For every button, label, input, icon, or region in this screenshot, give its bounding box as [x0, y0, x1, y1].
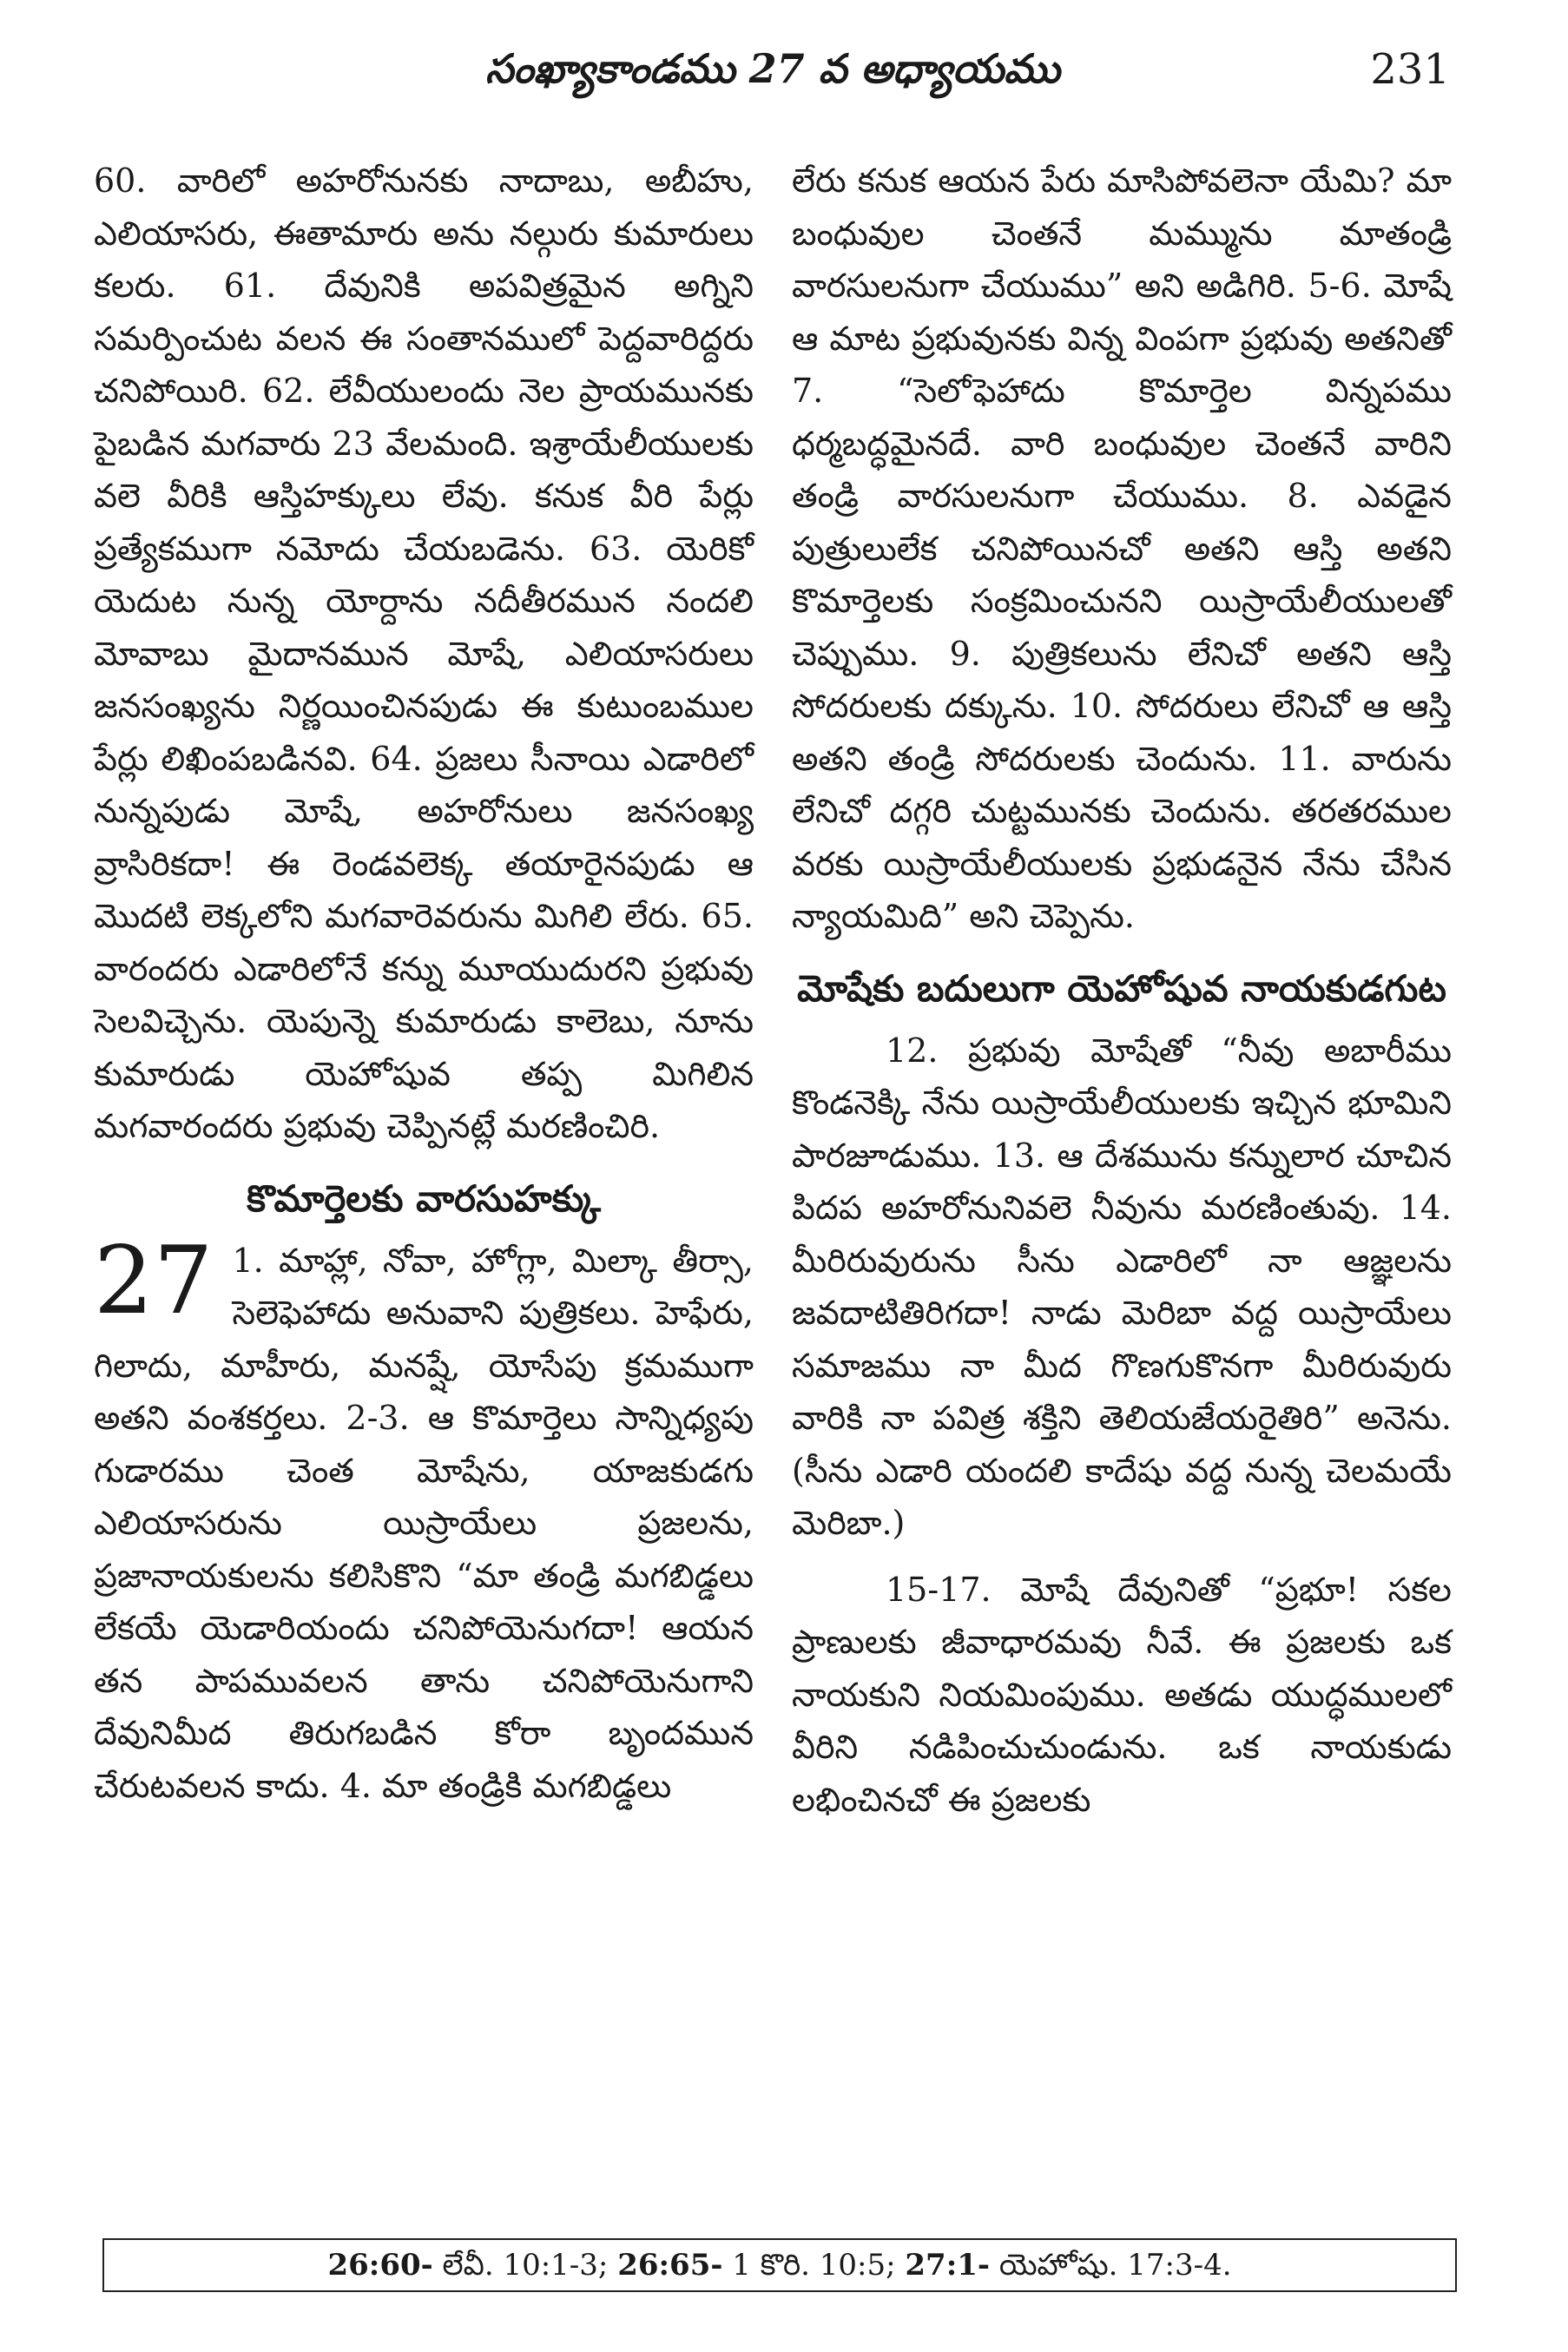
section-heading: మోషేకు బదులుగా యెహోషువ నాయకుడగుట [797, 966, 1446, 1010]
chapter-paragraph [94, 1226, 754, 1813]
footnote-text: 1 కొరి. 10:5; [722, 2248, 906, 2283]
left-column [94, 155, 754, 1812]
paragraph: 15-17. మోషే దేవునితో “ప్రభూ! సకల ప్రాణులకు జీవాధారమవు నీవే. ఈ ప్రజలకు ఒక నాయకుని నియమింపుము. అతడు యుద్ధములలో వీరిని నడిపించుచుండును. ఒక నాయకుడు లభించినచో ఈ ప్రజలకు [792, 1570, 1452, 1819]
page-header [96, 45, 1450, 106]
paragraph: 60. వారిలో అహరోనునకు నాదాబు, అబీహు, ఎలియాసరు, ఈతామారు అను నల్గురు కుమారులు కలరు. 61. దేవునికి అపవిత్రమైన అగ్నిని సమర్పించుట వలన ఈ సంతానములో పెద్దవారిద్దరు చనిపోయిరి. 62. లేవీయులందు నెల ప్రాయమునకు పైబడిన మగవారు 23 వేలమంది. ఇశ్రాయేలీయులకు వలె వీరికి ఆస్తిహక్కులు లేవు. కనుక వీరి పేర్లు ప్రత్యేకముగా నమోదు చేయబడెను. 63. యెరికో యెదుట నున్న యోర్దాను నదీతీరమున నందలి మోవాబు మైదానమున మోషే, ఎలియాసరులు జనసంఖ్యను నిర్ణయించినపుడు ఈ కుటుంబముల పేర్లు లిఖింపబడినవి. 64. ప్రజలు సీనాయి ఎడారిలో నున్నపుడు మోషే, అహరోనులు జనసంఖ్య వ్రాసిరికదా! ఈ రెండవలెక్క తయారైనపుడు ఆ మొదటి లెక్కలోని మగవారెవరును మిగిలి లేరు. 65. వారందరు ఎడారిలోనే కన్ను మూయుదురని ప్రభువు సెలవిచ్చెను. యెపున్నె కుమారుడు కాలెబు, నూను కుమారుడు యెహోషువ తప్ప మిగిలిన మగవారందరు ప్రభువు చెప్పినట్లే మరణించిరి. [94, 161, 754, 1145]
chapter-number: 27 [94, 1226, 214, 1335]
footnote-text: లేవీ. 10:1-3; [432, 2248, 618, 2283]
running-head: సంఖ్యాకాండము 27 వ అధ్యాయము [485, 45, 1060, 92]
page-number: 231 [1370, 45, 1450, 94]
cross-reference-footnote [102, 2238, 1457, 2292]
paragraph: లేరు కనుక ఆయన పేరు మాసిపోవలెనా యేమి? మా బంధువుల చెంతనే మమ్మును మాతండ్రి వారసులనుగా చేయుము” అని అడిగిరి. 5-6. మోషే ఆ మాట ప్రభువునకు విన్న వింపగా ప్రభువు అతనితో 7. “సెలోఫెహాదు కొమార్తెల విన్నపము ధర్మబద్ధమైనదే. వారి బంధువుల చెంతనే వారిని తండ్రి వారసులనుగా చేయుము. 8. ఎవడైన పుత్రులులేక చనిపోయినచో అతని ఆస్తి అతని కొమార్తెలకు సంక్రమించునని యిస్రాయేలీయులతో చెప్పుము. 9. పుత్రికలును లేనిచో అతని ఆస్తి సోదరులకు దక్కును. 10. సోదరులు లేనిచో ఆ ఆస్తి అతని తండ్రి సోదరులకు చెందును. 11. వారును లేనిచో దగ్గరి చుట్టమునకు చెందును. తరతరముల వరకు యిస్రాయేలీయులకు ప్రభుడనైన నేను చేసిన న్యాయమిది” అని చెప్పెను. [792, 161, 1452, 935]
right-column [792, 155, 1452, 1826]
footnote-ref: 26:65- [617, 2248, 723, 2283]
paragraph-gap [792, 1550, 1452, 1564]
footnote-text: యెహోషు. 17:3-4. [990, 2248, 1232, 2283]
paragraph-text: 1. మాహ్లా, నోవా, హోగ్లా, మిల్కా తీర్సా, సెలెఫెహాదు అనువాని పుత్రికలు. హెఫేరు, గిలాదు, మాహీరు, మనష్షే, యోసేపు క్రమముగా అతని వంశకర్తలు. 2-3. ఆ కొమార్తెలు సాన్నిధ్యపు గుడారము చెంత మోషేను, యాజకుడగు ఎలియాసరును యిస్రాయేలు ప్రజలను, ప్రజానాయకులను కలిసికొని “మా తండ్రి మగబిడ్డలు లేకయే యెడారియందు చనిపోయెనుగదా! ఆయన తన పాపమువలన తాను చనిపోయెనుగాని దేవునిమీద తిరుగబడిన కోరా బృందమున చేరుటవలన కాదు. 4. మా తండ్రికి మగబిడ్డలు [94, 1241, 754, 1805]
footnote-ref: 27:1- [905, 2248, 991, 2283]
section-heading: కొమార్తెలకు వారసుహక్కు [247, 1176, 601, 1220]
paragraph: 12. ప్రభువు మోషేతో “నీవు అబారీము కొండనెక్కి నేను యిస్రాయేలీయులకు ఇచ్చిన భూమిని పారజూడుము. 13. ఆ దేశమును కన్నులార చూచిన పిదప అహరోనునివలె నీవును మరణింతువు. 14. మీరిరువురును సీను ఎడారిలో నా ఆజ్ఞలను జవదాటితిరిగదా! నాడు మెరిబా వద్ద యిస్రాయేలు సమాజము నా మీద గొణగుకొనగా మీరిరువురు వారికి నా పవిత్ర శక్తిని తెలియజేయరైతిరి” అనెను. (సీను ఎడారి యందలి కాదేషు వద్ద నున్న చెలమయే మెరిబా.) [792, 1031, 1452, 1542]
footnote-ref: 26:60- [327, 2248, 433, 2283]
